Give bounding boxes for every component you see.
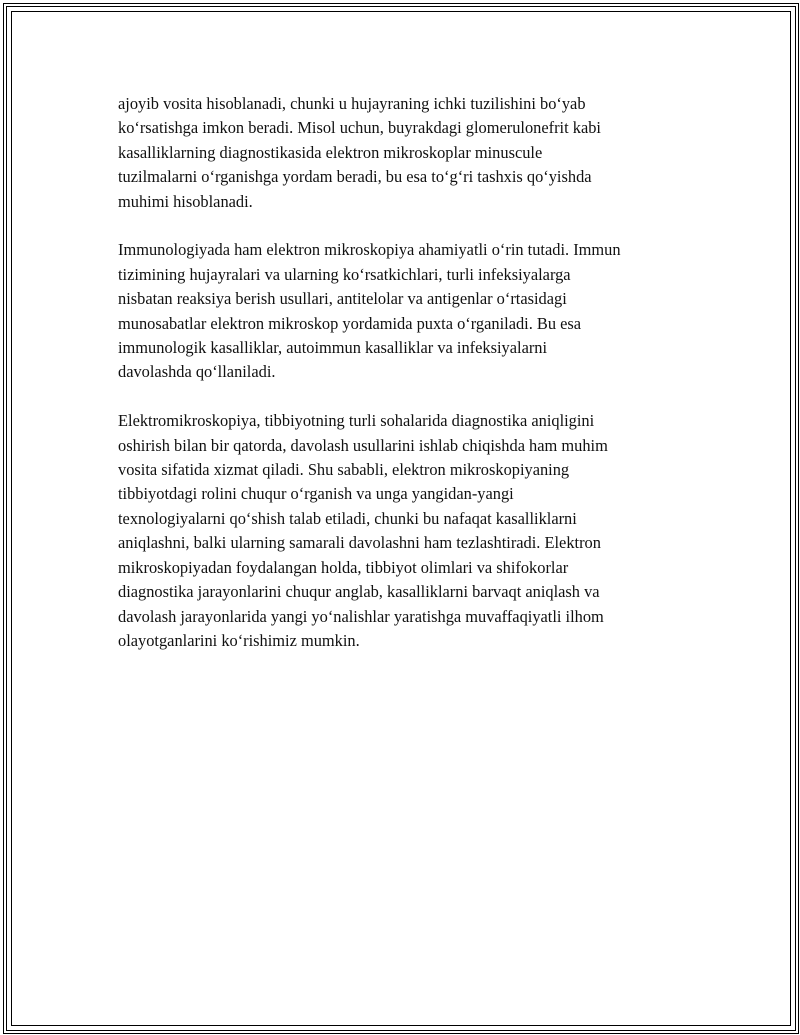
text-line: olayotganlarini ko‘rishimiz mumkin.: [118, 630, 360, 650]
paragraph-3: [118, 409, 698, 653]
document-body: [118, 92, 698, 678]
paragraph-2: [118, 238, 698, 384]
text-line: ajoyib vosita hisoblanadi, chunki u hujayraning ichki tuzilishini bo‘yab: [118, 94, 586, 113]
text-line: mikroskopiyadan foydalangan holda, tibbiyot olimlari va shifokorlar: [118, 557, 569, 577]
text-line: vosita sifatida xizmat qiladi. Shu sababli, elektron mikroskopiyaning: [118, 460, 570, 480]
text-line: diagnostika jarayonlarini chuqur anglab, kasalliklarni barvaqt aniqlash va: [118, 582, 600, 602]
text-line: nisbatan reaksiya berish usullari, antitelolar va antigenlar o‘rtasidagi: [118, 289, 567, 309]
text-line: kasalliklarning diagnostikasida elektron mikroskoplar minuscule: [118, 142, 543, 162]
text-line: davolash jarayonlarida yangi yo‘nalishlar yaratishga muvaffaqiyatli ilhom: [118, 606, 604, 626]
text-line: tuzilmalarni o‘rganishga yordam beradi, bu esa to‘g‘ri tashxis qo‘yishda: [118, 167, 592, 187]
text-line: Elektromikroskopiya, tibbiyotning turli sohalarida diagnostika aniqligini: [118, 411, 595, 431]
text-line: ko‘rsatishga imkon beradi. Misol uchun, buyrakdagi glomerulonefrit kabi: [118, 118, 601, 138]
text-line: tizimining hujayralari va ularning ko‘rsatkichlari, turli infeksiyalarga: [118, 264, 571, 284]
text-line: munosabatlar elektron mikroskop yordamida puxta o‘rganiladi. Bu esa: [118, 313, 582, 333]
text-line: oshirish bilan bir qatorda, davolash usullarini ishlab chiqishda ham muhim: [118, 435, 608, 455]
text-line: aniqlashni, balki ularning samarali davolashni ham tezlashtiradi. Elektron: [118, 533, 601, 553]
text-line: muhimi hisoblanadi.: [118, 191, 253, 211]
text-line: texnologiyalarni qo‘shish talab etiladi, chunki bu nafaqat kasalliklarni: [118, 508, 577, 528]
text-line: Immunologiyada ham elektron mikroskopiya ahamiyatli o‘rin tutadi. Immun: [118, 240, 621, 260]
text-line: immunologik kasalliklar, autoimmun kasalliklar va infeksiyalarni: [118, 338, 548, 358]
text-line: davolashda qo‘llaniladi.: [118, 362, 276, 382]
paragraph-1: [118, 92, 698, 214]
text-line: tibbiyotdagi rolini chuqur o‘rganish va unga yangidan-yangi: [118, 484, 514, 504]
